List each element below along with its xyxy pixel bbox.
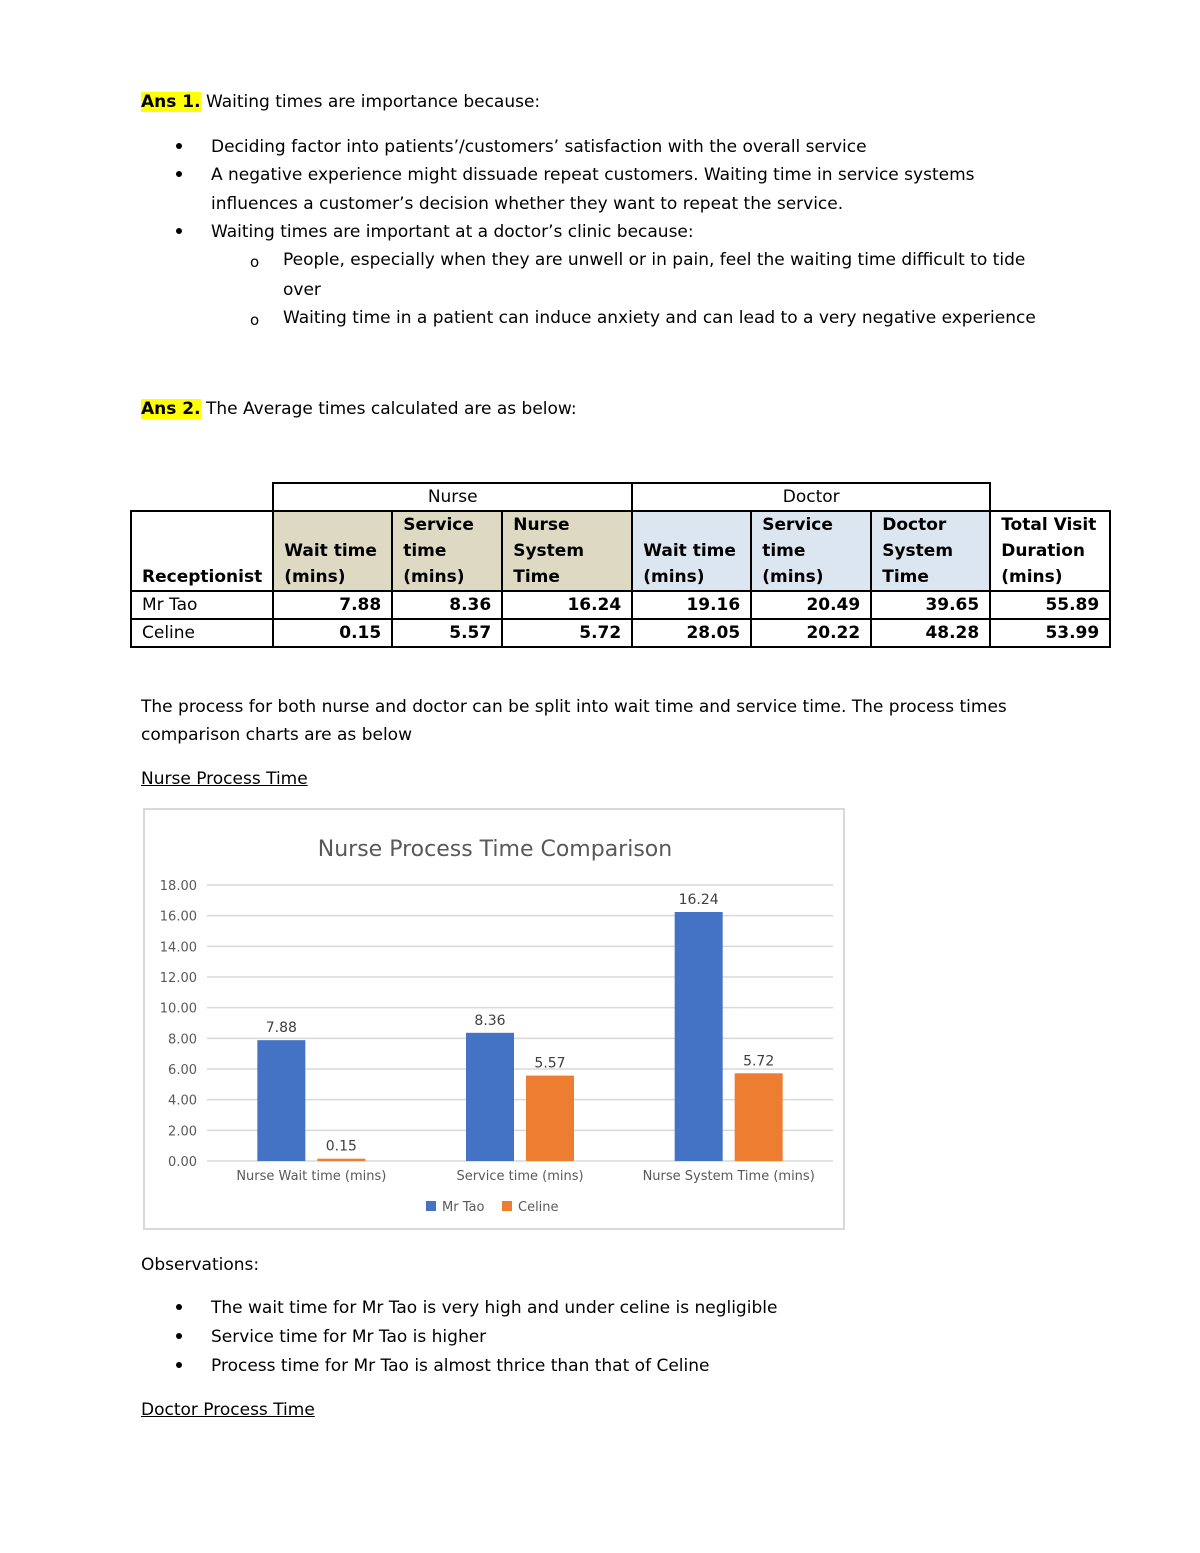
data-label: 0.15 (325, 1138, 357, 1155)
ans1-bullet-2: A negative experience might dissuade repeat customers. Waiting time in service systems (211, 165, 975, 185)
ans1-sub-bullet-2: Waiting time in a patient can induce anxiety and can lead to a very negative experience (283, 308, 1036, 328)
ans2-label: Ans 2. (141, 399, 201, 419)
data-label: 7.88 (265, 1020, 297, 1037)
y-tick-label: 14.00 (159, 940, 197, 956)
table-cell: 39.65 (871, 591, 990, 619)
x-category-label: Nurse System Time (mins) (642, 1169, 815, 1184)
table-cell: 55.89 (990, 591, 1110, 619)
ans1-label: Ans 1. (141, 92, 201, 112)
col-header-nurse-system: Nurse System Time (502, 511, 632, 591)
legend-label: Celine (518, 1200, 559, 1215)
table-cell: 5.72 (502, 619, 632, 647)
col-header-total: Total Visit Duration (mins) (990, 511, 1110, 591)
ans1-text: Waiting times are importance because: (200, 92, 541, 112)
observation-item: Process time for Mr Tao is almost thrice than that of Celine (211, 1356, 710, 1376)
table-cell: 28.05 (632, 619, 751, 647)
table-row (131, 591, 1110, 619)
bar-celine (317, 1159, 365, 1161)
col-header-receptionist: Receptionist (131, 511, 273, 591)
legend-swatch (502, 1201, 512, 1211)
table-group-row (131, 483, 1110, 511)
y-tick-label: 0.00 (168, 1155, 197, 1170)
bullet-icon (176, 143, 182, 149)
bar-mr-tao (257, 1040, 305, 1161)
nurse-process-chart (145, 810, 843, 1228)
nurse-chart-frame (143, 808, 845, 1230)
table-cell: 0.15 (273, 619, 392, 647)
y-tick-label: 18.00 (159, 879, 197, 894)
doctor-process-heading: Doctor Process Time (141, 1400, 315, 1420)
observations-title: Observations: (141, 1255, 260, 1275)
y-tick-label: 10.00 (159, 1001, 197, 1017)
group-header-nurse: Nurse (273, 483, 632, 511)
table-cell: 20.22 (751, 619, 871, 647)
table-cell: 53.99 (990, 619, 1110, 647)
table-row (131, 619, 1110, 647)
ans2-text: The Average times calculated are as below: (200, 399, 577, 419)
observation-item: The wait time for Mr Tao is very high and under celine is negligible (211, 1298, 778, 1318)
average-times-table (130, 482, 1111, 648)
bullet-icon (176, 171, 182, 177)
table-cell: 19.16 (632, 591, 751, 619)
bullet-icon (176, 228, 182, 234)
bar-mr-tao (466, 1033, 514, 1161)
x-category-label: Service time (mins) (456, 1169, 584, 1184)
data-label: 8.36 (474, 1012, 506, 1029)
row-name: Mr Tao (131, 591, 273, 619)
data-label: 5.72 (743, 1053, 775, 1070)
col-header-doctor-system: Doctor System Time (871, 511, 990, 591)
table-cell: 48.28 (871, 619, 990, 647)
x-category-label: Nurse Wait time (mins) (236, 1169, 387, 1184)
chart-title: Nurse Process Time Comparison (317, 837, 673, 862)
process-paragraph-line-1: The process for both nurse and doctor can be split into wait time and service time. The process times (141, 697, 1007, 717)
observation-item: Service time for Mr Tao is higher (211, 1327, 487, 1347)
ans1-bullet-1: Deciding factor into patients’/customers’ satisfaction with the overall service (211, 137, 867, 157)
bar-celine (735, 1073, 783, 1161)
bar-celine (526, 1076, 574, 1161)
legend-swatch (426, 1201, 436, 1211)
col-header-nurse-wait: Wait time (mins) (273, 511, 392, 591)
y-tick-label: 12.00 (159, 971, 197, 986)
y-tick-label: 2.00 (168, 1124, 197, 1140)
sub-bullet-icon: o (250, 253, 260, 271)
col-header-doctor-wait: Wait time (mins) (632, 511, 751, 591)
table-cell: 7.88 (273, 591, 392, 619)
group-header-doctor: Doctor (632, 483, 990, 511)
bullet-icon (176, 1362, 182, 1368)
ans1-heading (141, 91, 540, 113)
table-cell: 8.36 (392, 591, 502, 619)
y-tick-label: 6.00 (168, 1063, 197, 1078)
col-header-doctor-service: Service time (mins) (751, 511, 871, 591)
row-name: Celine (131, 619, 273, 647)
ans1-bullet-3: Waiting times are important at a doctor’s clinic because: (211, 222, 694, 242)
ans2-heading (141, 398, 577, 420)
bullet-icon (176, 1304, 182, 1310)
bar-mr-tao (675, 912, 723, 1161)
ans1-sub-bullet-1-cont: over (283, 280, 321, 300)
process-paragraph-line-2: comparison charts are as below (141, 725, 412, 745)
col-header-nurse-service: Service time (mins) (392, 511, 502, 591)
data-label: 5.57 (534, 1055, 566, 1072)
y-tick-label: 8.00 (168, 1032, 197, 1048)
table-cell: 16.24 (502, 591, 632, 619)
bullet-icon (176, 1333, 182, 1339)
y-tick-label: 16.00 (159, 909, 197, 925)
ans1-bullet-2-cont: influences a customer’s decision whether they want to repeat the service. (211, 194, 844, 214)
sub-bullet-icon: o (250, 311, 260, 329)
data-label: 16.24 (678, 891, 719, 908)
y-tick-label: 4.00 (168, 1093, 197, 1109)
legend-label: Mr Tao (442, 1200, 485, 1215)
table-cell: 20.49 (751, 591, 871, 619)
table-header-row (131, 511, 1110, 591)
ans1-sub-bullet-1: People, especially when they are unwell or in pain, feel the waiting time difficult to tide (283, 250, 1026, 270)
nurse-process-heading: Nurse Process Time (141, 769, 308, 789)
table-cell: 5.57 (392, 619, 502, 647)
